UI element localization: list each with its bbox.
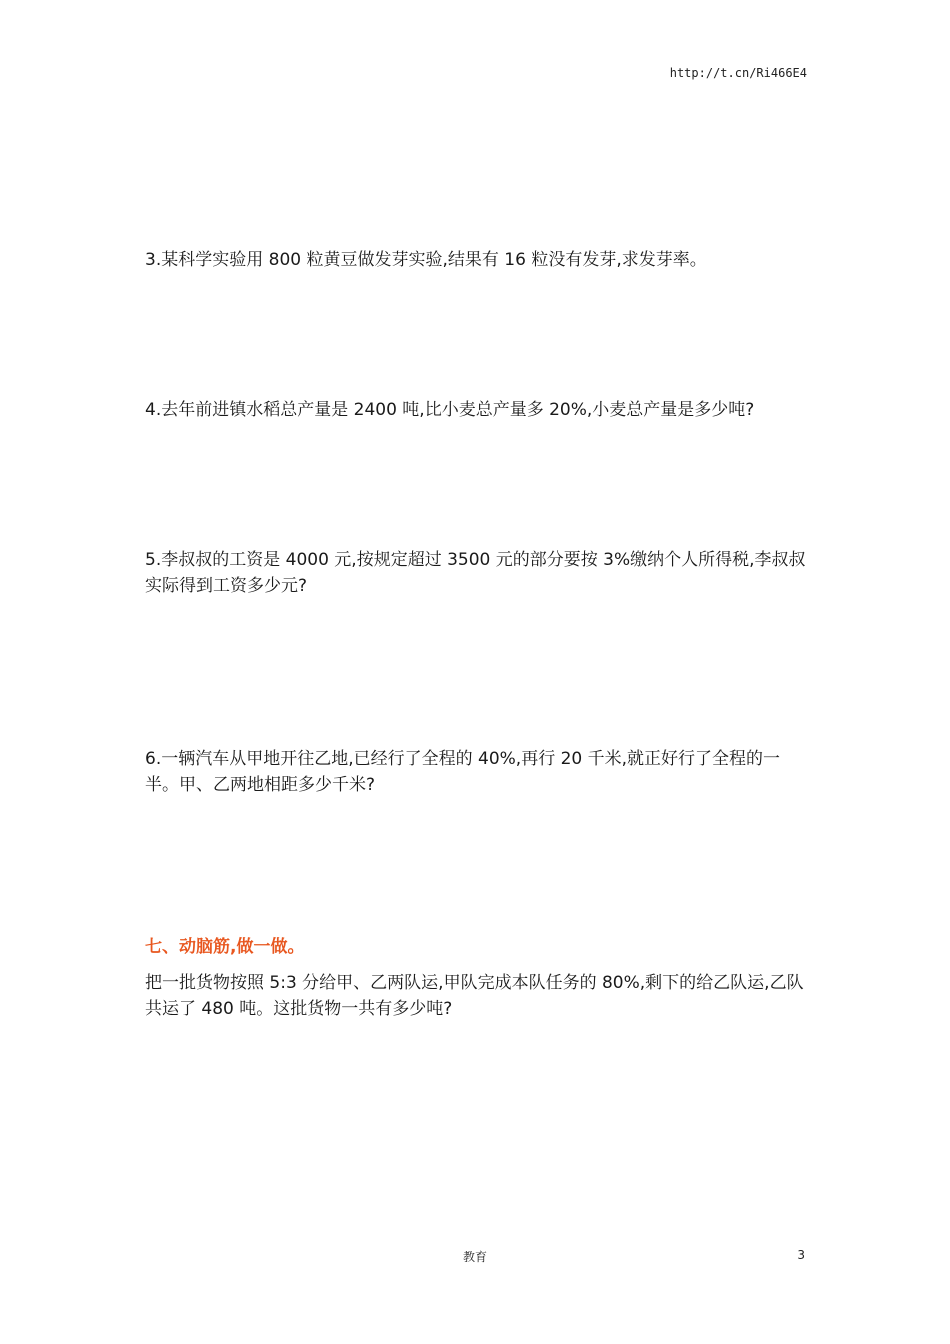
question-6: 6.一辆汽车从甲地开往乙地,已经行了全程的 40%,再行 20 千米,就正好行了全程的一半。甲、乙两地相距多少千米?	[145, 749, 781, 795]
page-number: 3	[797, 1248, 805, 1262]
section-title: 七、动脑筋,做一做。	[145, 937, 305, 957]
header-url: http://t.cn/Ri466E4	[669, 66, 807, 80]
question-3: 3.某科学实验用 800 粒黄豆做发芽实验,结果有 16 粒没有发芽,求发芽率。	[145, 250, 707, 270]
question-4: 4.去年前进镇水稻总产量是 2400 吨,比小麦总产量多 20%,小麦总产量是多少吨?	[145, 400, 755, 420]
question-5: 5.李叔叔的工资是 4000 元,按规定超过 3500 元的部分要按 3%缴纳个人所得税,李叔叔实际得到工资多少元?	[145, 550, 806, 596]
footer-label: 教育	[462, 1250, 487, 1264]
section-question: 把一批货物按照 5:3 分给甲、乙两队运,甲队完成本队任务的 80%,剩下的给乙队运,乙队共运了 480 吨。这批货物一共有多少吨?	[145, 973, 804, 1019]
